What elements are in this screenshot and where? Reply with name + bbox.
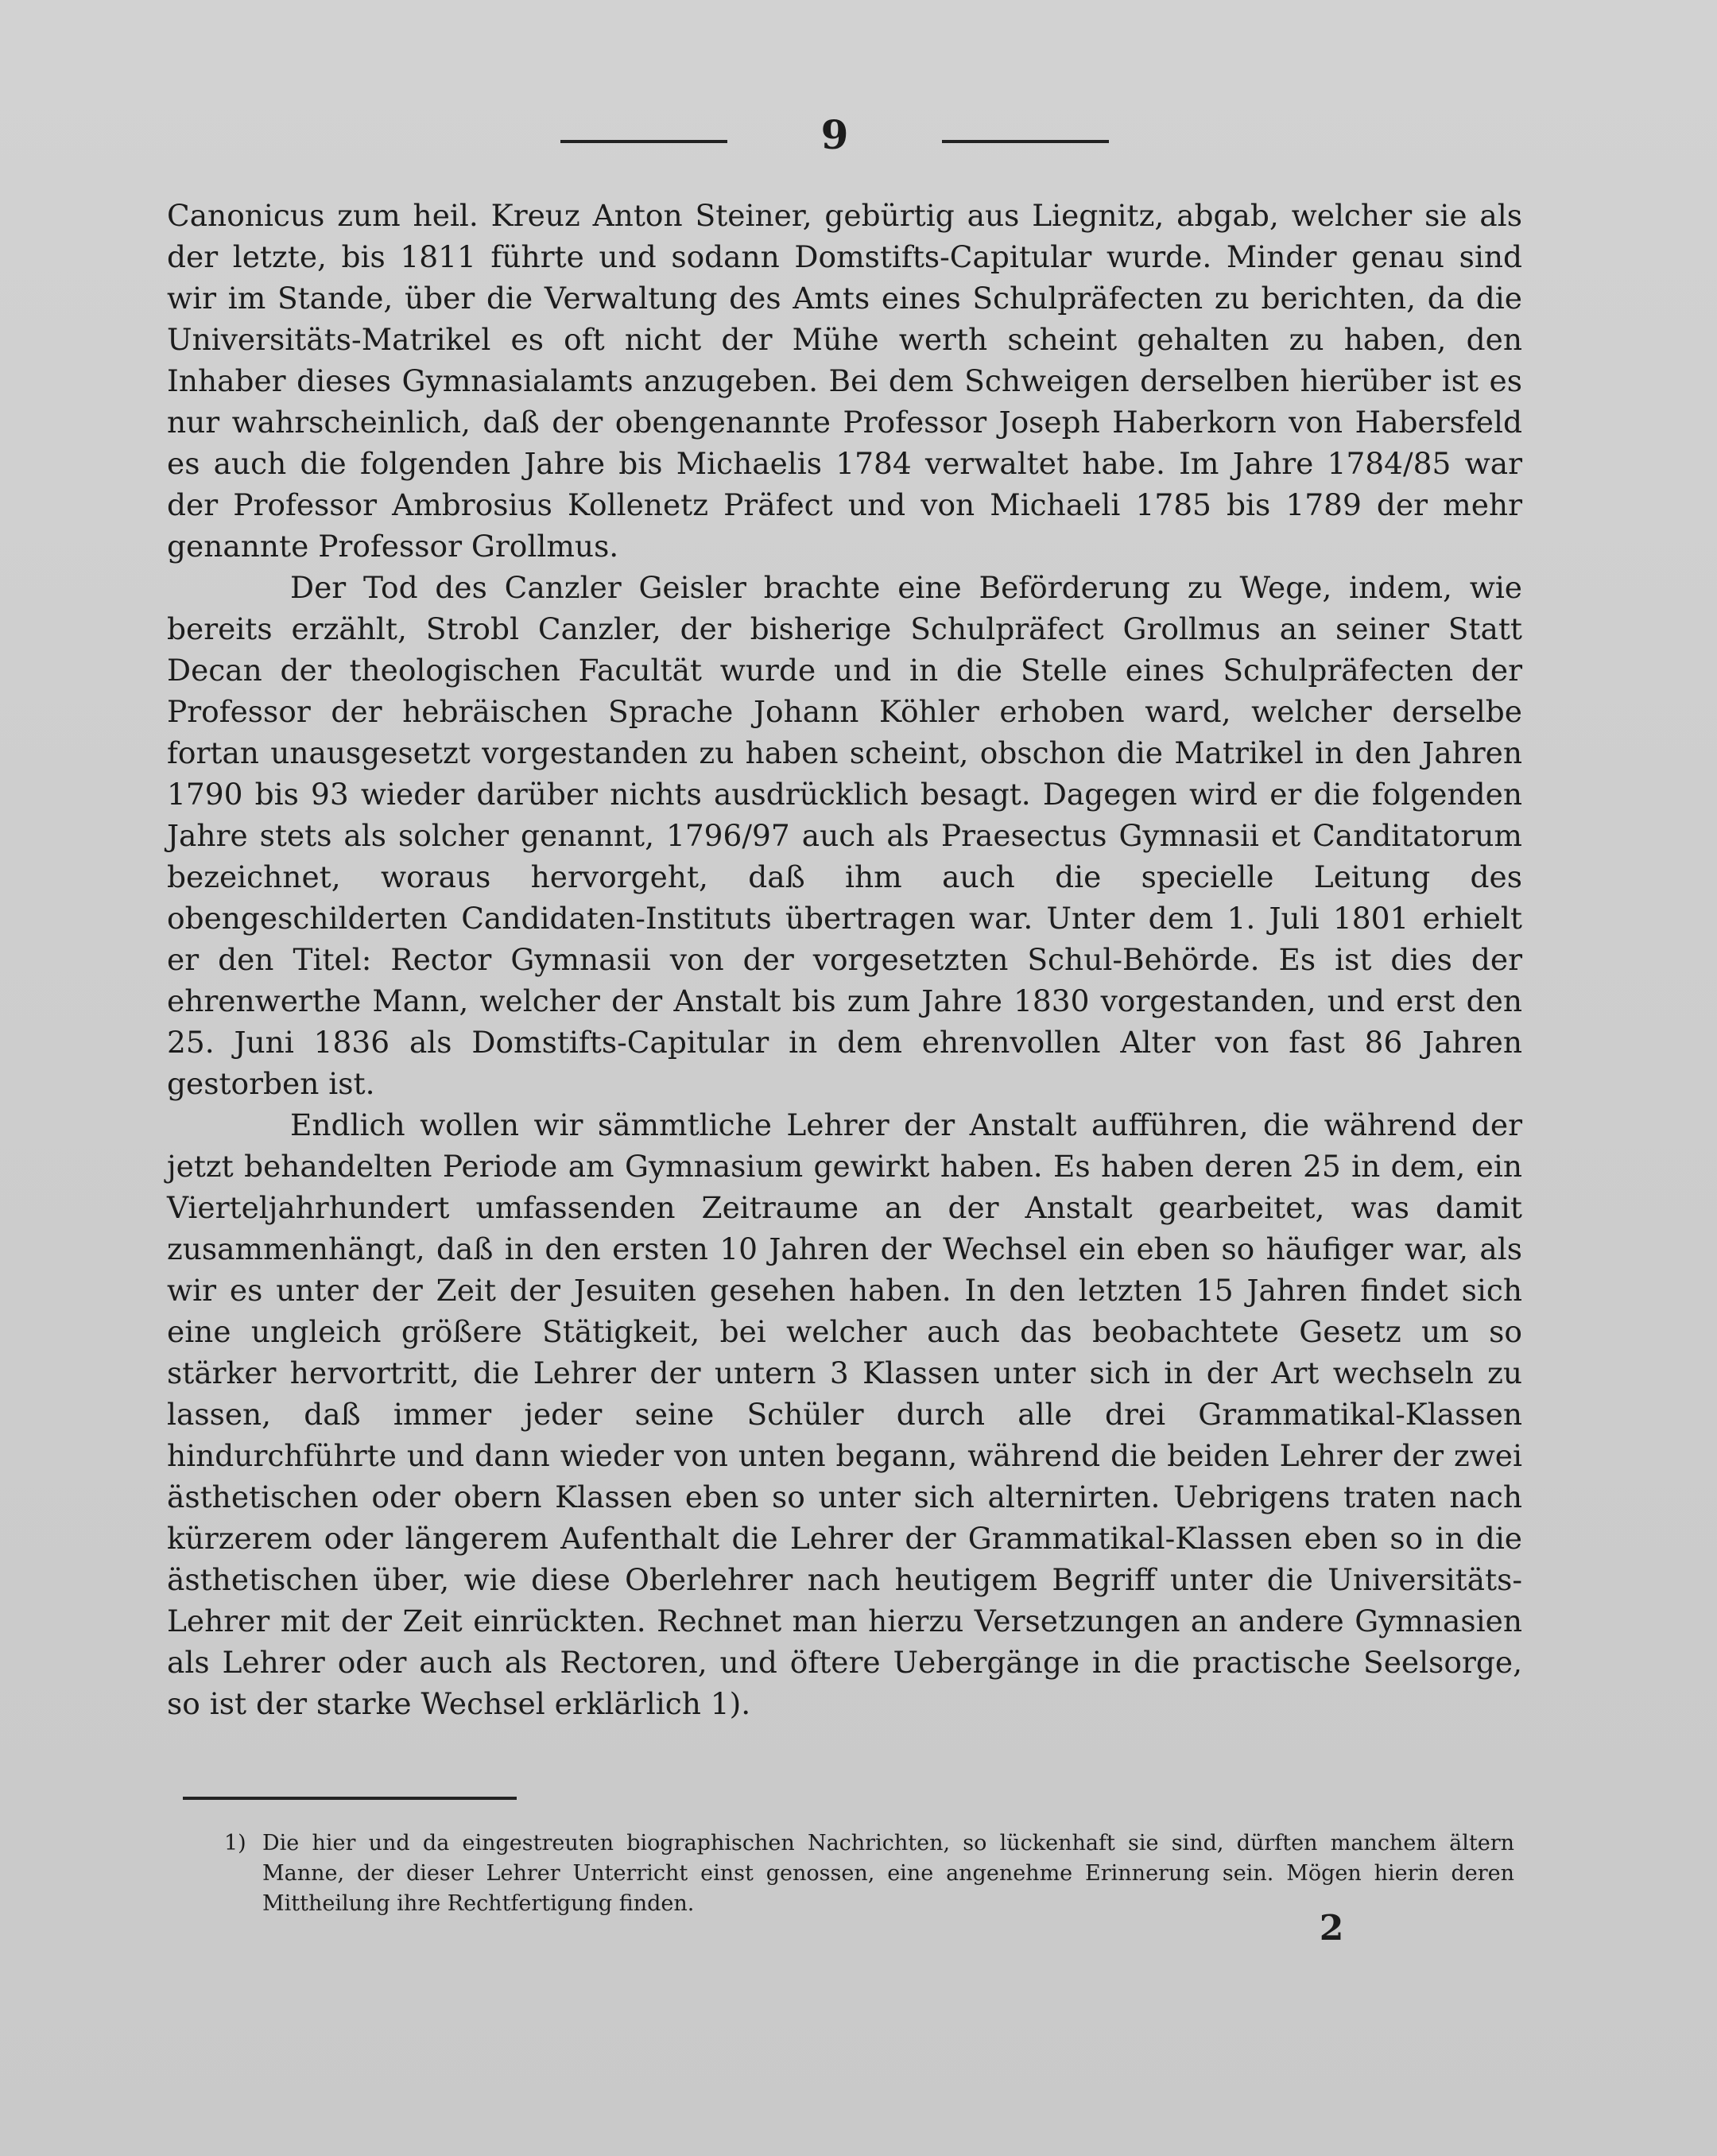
footnote-divider xyxy=(183,1797,517,1800)
footnote xyxy=(224,1828,1514,1919)
paragraph-3: Endlich wollen wir sämmtliche Lehrer der Anstalt aufführen, die während der jetzt behandelten Periode am Gymnasium gewirkt haben. Es haben deren 25 in dem, ein Vierteljahrhundert umfassenden Zeitraume an der Anstalt gearbeitet, was damit zusammenhängt, daß in den ersten 10 Jahren der Wechsel ein eben so häufiger war, als wir es unter der Zeit der Jesuiten gesehen haben. In den letzten 15 Jahren findet sich eine ungleich größere Stätigkeit, bei welcher auch das beobachtete Gesetz um so stärker hervortritt, die Lehrer der untern 3 Klassen unter sich in der Art wechseln zu lassen, daß immer jeder seine Schüler durch alle drei Grammatikal-Klassen hindurchführte und dann wieder von unten begann, während die beiden Lehrer der zwei ästhetischen oder obern Klassen eben so unter sich alternirten. Uebrigens traten nach kürzerem oder längerem Aufenthalt die Lehrer der Grammatikal-Klassen eben so in die ästhetischen über, wie diese Oberlehrer nach heutigem Begriff unter die Universitäts-Lehrer mit der Zeit einrückten. Rechnet man hierzu Versetzungen an andere Gymnasien als Lehrer oder auch als Rectoren, und öftere Uebergänge in die practische Seelsorge, so ist der starke Wechsel erklärlich 1). xyxy=(167,1107,1522,1721)
paragraph-1: Canonicus zum heil. Kreuz Anton Steiner, gebürtig aus Liegnitz, abgab, welcher sie als der letzte, bis 1811 führte und sodann Domstifts-Capitular wurde. Minder genau sind wir im Stande, über die Verwaltung des Amts eines Schulpräfecten zu berichten, da die Universitäts-Matrikel es oft nicht der Mühe werth scheint gehalten zu haben, den Inhaber dieses Gymnasialamts anzugeben. Bei dem Schweigen derselben hierüber ist es nur wahrscheinlich, daß der obengenannte Professor Joseph Haberkorn von Habersfeld es auch die folgenden Jahre bis Michaelis 1784 verwaltet habe. Im Jahre 1784/85 war der Professor Ambrosius Kollenetz Präfect und von Michaeli 1785 bis 1789 der mehr genannte Professor Grollmus. xyxy=(167,198,1522,564)
signature-mark: 2 xyxy=(1319,1908,1344,1949)
page-header xyxy=(0,111,1717,175)
page-number: 9 xyxy=(820,111,849,158)
paragraph-2: Der Tod des Canzler Geisler brachte eine Beförderung zu Wege, indem, wie bereits erzählt, Strobl Canzler, der bisherige Schulpräfect Grollmus an seiner Statt Decan der theologischen Facultät wurde und in die Stelle eines Schulpräfecten der Professor der hebräischen Sprache Johann Köhler erhoben ward, welcher derselbe fortan unausgesetzt vorgestanden zu haben scheint, obschon die Matrikel in den Jahren 1790 bis 93 wieder darüber nichts ausdrücklich besagt. Dagegen wird er die folgenden Jahre stets als solcher genannt, 1796/97 auch als Praesectus Gymnasii et Canditatorum bezeichnet, woraus hervorgeht, daß ihm auch die specielle Leitung des obengeschilderten Candidaten-Instituts übertragen war. Unter dem 1. Juli 1801 erhielt er den Titel: Rector Gymnasii von der vorgesetzten Schul-Behörde. Es ist dies der ehrenwerthe Mann, welcher der Anstalt bis zum Jahre 1830 vorgestanden, und erst den 25. Juni 1836 als Domstifts-Capitular in dem ehrenvollen Alter von fast 86 Jahren gestorben ist. xyxy=(167,570,1522,1101)
header-rule-left xyxy=(560,140,727,143)
footnote-mark: 1) xyxy=(224,1831,246,1855)
body-text xyxy=(167,195,1522,1724)
header-rule-right xyxy=(942,140,1109,143)
footnote-text: Die hier und da eingestreuten biographischen Nachrichten, so lückenhaft sie sind, dürften manchem ältern Manne, der dieser Lehrer Unterricht einst genossen, eine angenehme Erinnerung sein. Mögen hierin deren Mittheilung ihre Rechtfertigung finden. xyxy=(262,1831,1514,1916)
